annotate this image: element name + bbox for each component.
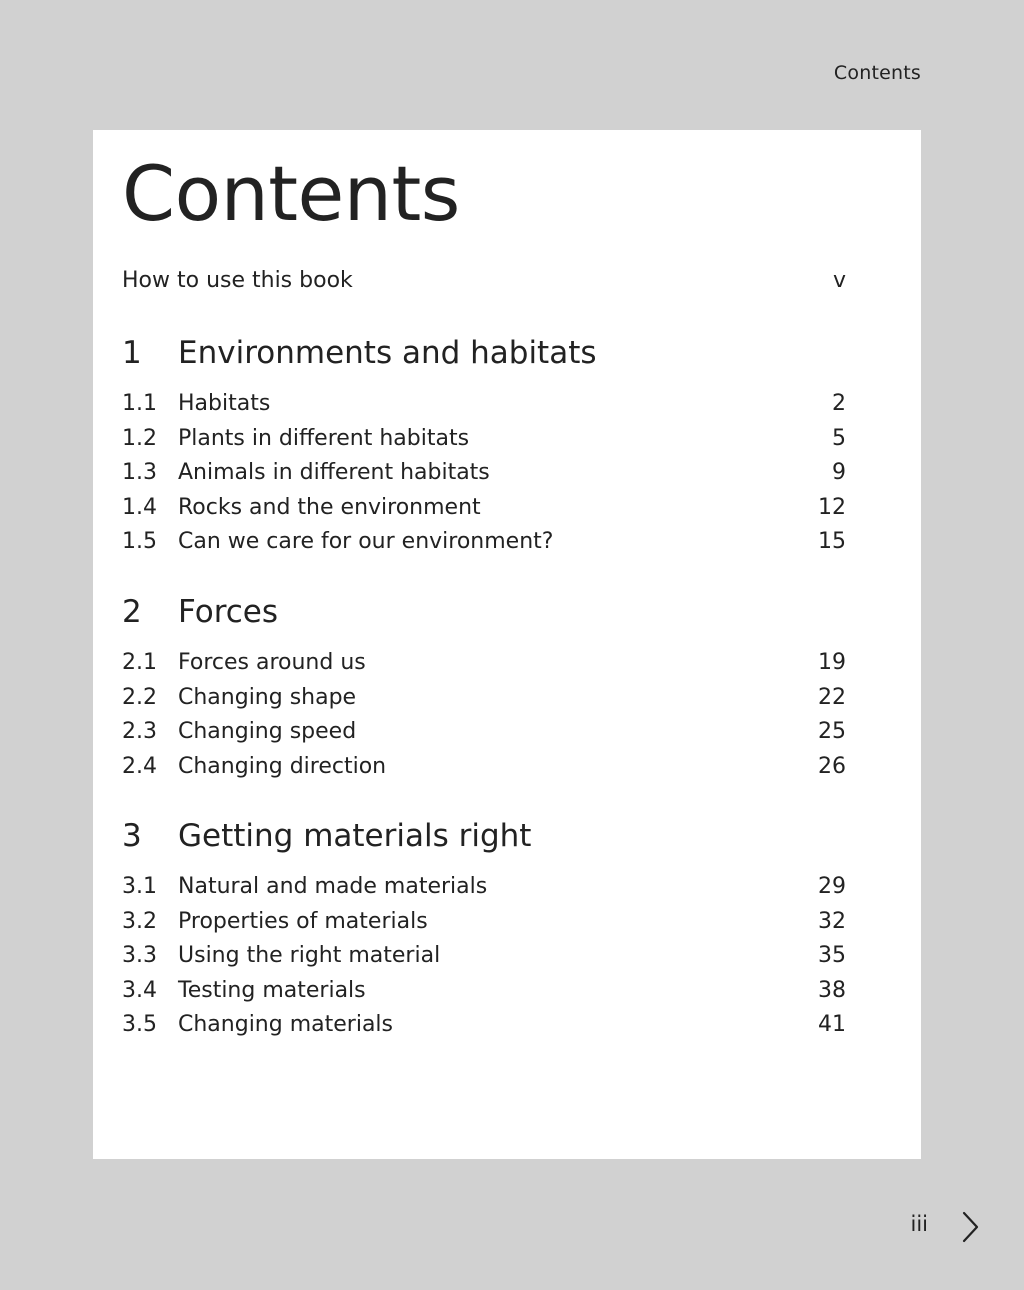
section-number: 2.3	[122, 719, 157, 744]
section-title: Rocks and the environment	[178, 494, 481, 520]
section-page: 5	[832, 425, 846, 451]
section-number: 1.5	[122, 529, 157, 554]
page-title: Contents	[122, 149, 460, 238]
page-number: iii	[910, 1212, 928, 1236]
section-page: 22	[818, 684, 846, 710]
section-page: 12	[818, 494, 846, 520]
toc-row[interactable]	[122, 974, 846, 1009]
section-page: 2	[832, 391, 846, 416]
section-number: 3.4	[122, 977, 157, 1003]
toc-row[interactable]	[122, 750, 846, 785]
section-title: Habitats	[178, 391, 271, 416]
toc-row[interactable]	[122, 870, 846, 905]
running-header: Contents	[833, 62, 921, 84]
intro-page: v	[832, 268, 846, 293]
toc-row[interactable]	[122, 646, 846, 681]
toc-row[interactable]	[122, 1008, 846, 1043]
section-title: Changing materials	[178, 1012, 393, 1037]
section-page: 29	[818, 874, 846, 899]
section-list	[122, 646, 846, 784]
section-title: Changing shape	[178, 684, 357, 710]
section-page: 26	[818, 753, 846, 779]
section-page: 15	[818, 529, 846, 554]
toc-row[interactable]	[122, 456, 846, 491]
toc-row[interactable]	[122, 715, 846, 750]
toc-row[interactable]	[122, 387, 846, 422]
chapter-heading[interactable]	[122, 816, 846, 856]
section-number: 3.2	[122, 908, 157, 934]
section-title: Can we care for our environment?	[178, 529, 554, 554]
contents-panel	[93, 130, 921, 1159]
section-page: 25	[818, 719, 846, 744]
section-number: 1.4	[122, 494, 157, 520]
chapter-number: 2	[122, 594, 142, 630]
section-page: 19	[818, 650, 846, 675]
toc-row[interactable]	[122, 905, 846, 940]
section-number: 2.1	[122, 650, 157, 675]
section-page: 38	[818, 977, 846, 1003]
chapter-title: Forces	[178, 594, 279, 630]
toc-row[interactable]	[122, 491, 846, 526]
toc-row[interactable]	[122, 525, 846, 560]
section-title: Properties of materials	[178, 908, 428, 934]
section-title: Changing speed	[178, 719, 357, 744]
chapter-title: Getting materials right	[178, 818, 532, 854]
chevron-right-icon	[958, 1210, 982, 1244]
section-number: 1.3	[122, 460, 157, 485]
next-page-button[interactable]	[958, 1210, 982, 1244]
chapter-1	[122, 333, 846, 560]
chapter-3	[122, 816, 846, 1043]
section-title: Using the right material	[178, 943, 441, 968]
section-number: 2.4	[122, 753, 157, 779]
section-number: 3.3	[122, 943, 157, 968]
section-title: Changing direction	[178, 753, 387, 779]
toc-row[interactable]	[122, 681, 846, 716]
section-page: 35	[818, 943, 846, 968]
chapter-2	[122, 592, 846, 784]
toc-row[interactable]	[122, 422, 846, 457]
section-title: Animals in different habitats	[178, 460, 490, 485]
chapter-number: 3	[122, 818, 142, 854]
toc-intro-row[interactable]	[122, 268, 846, 293]
section-page: 41	[818, 1012, 846, 1037]
intro-title: How to use this book	[122, 268, 353, 293]
section-number: 1.1	[122, 391, 157, 416]
section-number: 3.5	[122, 1012, 157, 1037]
chapter-number: 1	[122, 335, 142, 371]
section-number: 1.2	[122, 425, 157, 451]
section-title: Natural and made materials	[178, 874, 488, 899]
section-list	[122, 870, 846, 1043]
section-title: Forces around us	[178, 650, 366, 675]
chapter-heading[interactable]	[122, 592, 846, 632]
section-title: Plants in different habitats	[178, 425, 470, 451]
chapter-heading[interactable]	[122, 333, 846, 373]
section-number: 2.2	[122, 684, 157, 710]
section-page: 32	[818, 908, 846, 934]
section-title: Testing materials	[178, 977, 366, 1003]
section-list	[122, 387, 846, 560]
chapter-title: Environments and habitats	[178, 335, 597, 371]
section-number: 3.1	[122, 874, 157, 899]
toc-row[interactable]	[122, 939, 846, 974]
section-page: 9	[832, 460, 846, 485]
